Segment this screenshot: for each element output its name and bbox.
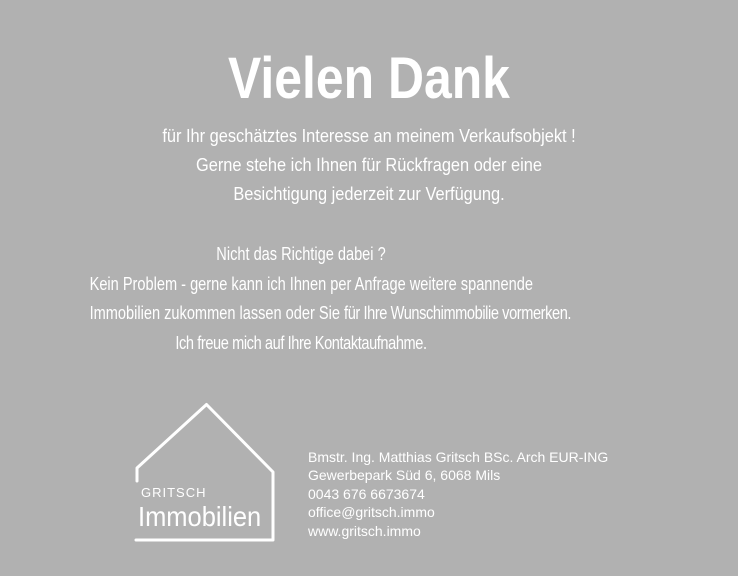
logo-company-subtitle: Immobilien: [138, 501, 262, 532]
message-secondary-line-3: [89, 299, 572, 329]
contact-address: Gewerbepark Süd 6, 6068 Mils: [308, 467, 501, 484]
contact-name: Bmstr. Ing. Matthias Gritsch BSc. Arch EUR-ING: [308, 449, 609, 465]
contact-phone: 0043 676 6673674: [308, 485, 425, 502]
page-title: Vielen Dank: [228, 46, 510, 111]
message-primary-line-2: Gerne stehe ich Ihnen für Rückfragen oder eine: [195, 155, 542, 175]
message-secondary-line-4: Ich freue mich auf Ihre Kontaktaufnahme.: [175, 332, 427, 353]
message-secondary: [89, 240, 572, 358]
message-secondary-line-3a: Immobilien zukommen lassen oder Sie: [89, 303, 345, 323]
message-primary-line-3: Besichtigung jederzeit zur Verfügung.: [233, 184, 505, 204]
message-primary: [33, 122, 705, 209]
message-secondary-line-3b: für Ihre Wunschimmobilie vormerken.: [344, 303, 572, 323]
message-primary-line-1: für Ihr geschätztes Interesse an meinem Verkaufsobjekt !: [162, 126, 576, 146]
contact-email: office@gritsch.immo: [308, 504, 435, 521]
logo-company-name: GRITSCH: [141, 485, 207, 500]
contact-block: [308, 448, 608, 540]
contact-website: www.gritsch.immo: [308, 522, 421, 539]
message-secondary-line-1: Nicht das Richtige dabei ?: [216, 244, 386, 264]
message-secondary-line-2: Kein Problem - gerne kann ich Ihnen per Anfrage weitere spannende: [89, 273, 533, 294]
